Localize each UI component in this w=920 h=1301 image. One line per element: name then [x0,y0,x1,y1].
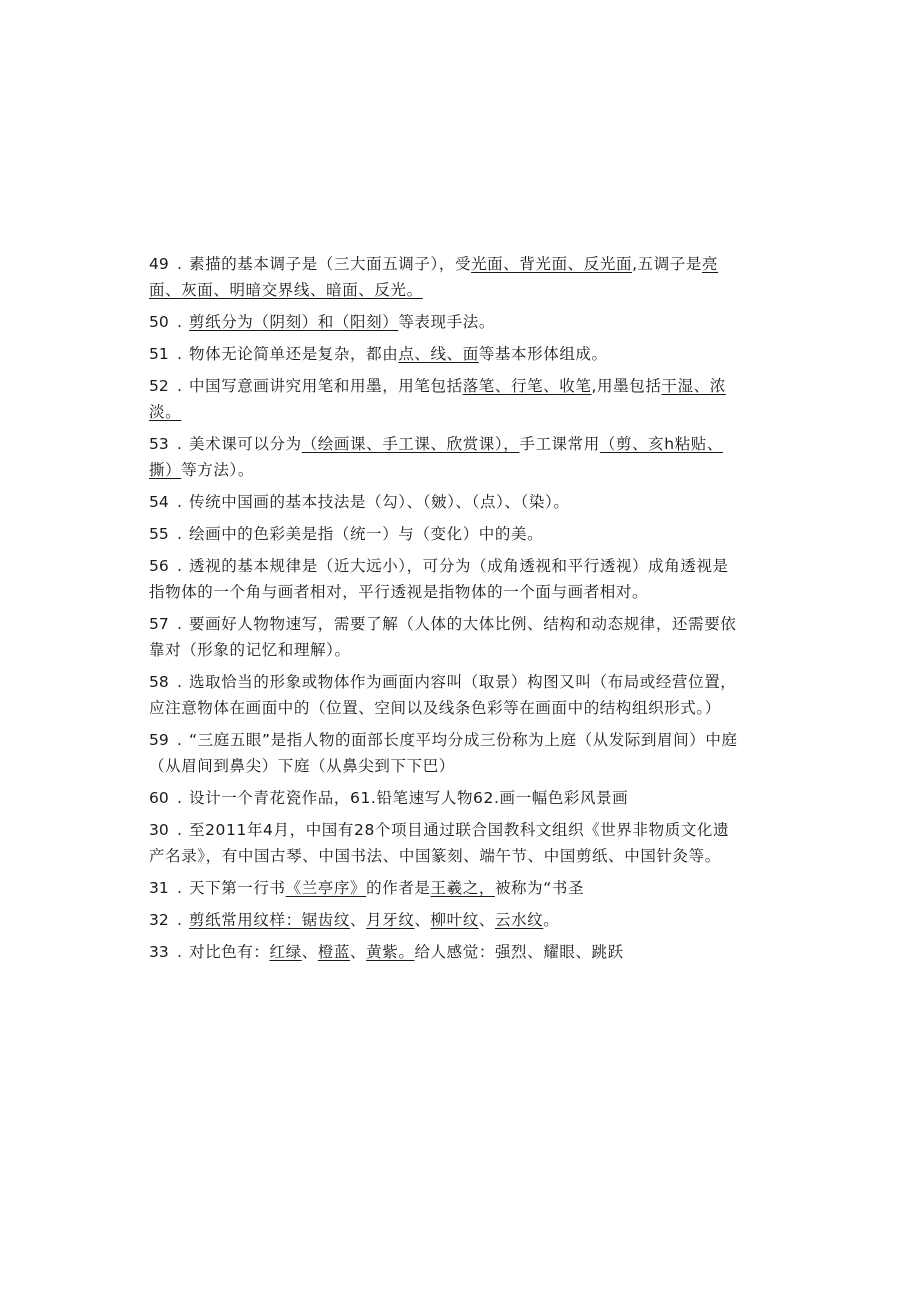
number-separator: . [177,377,183,395]
question-item [149,431,739,483]
answer-underlined: 柳叶纹 [430,911,479,929]
question-item [149,669,739,721]
number-separator: . [177,525,183,543]
question-text: 传统中国画的基本技法是（勾）、（皴）、（点）、（染）。 [189,493,570,511]
answer-underlined: 剪纸常用纹样：锯齿纹 [189,911,351,929]
question-number: 32 [149,911,169,929]
question-item [149,553,739,605]
question-text: 美术课可以分为 [189,435,302,453]
question-text: 手工课常用 [519,435,600,453]
question-item [149,939,739,965]
question-text: 给人感觉：强烈、耀眼、跳跃 [414,943,624,961]
number-separator: . [177,789,183,807]
answer-underlined: 黄紫。 [366,943,415,961]
question-item [149,875,739,901]
question-text: 绘画中的色彩美是指（统一）与（变化）中的美。 [189,525,544,543]
question-item [149,251,739,303]
answer-underlined: 红绿 [269,943,302,961]
number-separator: . [177,345,183,363]
answer-underlined: 光面、背光面、反光面 [471,255,633,273]
question-number: 31 [149,879,169,897]
answer-underlined: 点、线、面 [398,345,479,363]
question-text: 透视的基本规律是（近大远小），可分为（成角透视和平行透视）成角透视是指物体的一个角与画者相对，平行透视是指物体的一个面与画者相对。 [149,557,729,601]
question-number: 51 [149,345,169,363]
question-text: 被称为“书圣 [494,879,585,897]
question-number: 58 [149,673,169,691]
question-number: 53 [149,435,169,453]
question-text: 的作者是 [366,879,431,897]
question-text: “三庭五眼”是指人物的面部长度平均分成三份称为上庭（从发际到眉间）中庭（从眉间到鼻尖）下庭（从鼻尖到下下巴） [149,731,738,775]
question-text: 物体无论简单还是复杂，都由 [189,345,399,363]
question-text: 设计一个青花瓷作品，61.铅笔速写人物62.画一幅色彩风景画 [189,789,629,807]
question-number: 54 [149,493,169,511]
question-number: 55 [149,525,169,543]
number-separator: . [177,255,183,273]
question-list [149,251,739,971]
answer-underlined: 干湿、浓淡。 [149,377,726,421]
question-text: 至2011年4月，中国有28个项目通过联合国教科文组织《世界非物质文化遗产名录》，有中国古琴、中国书法、中国篆刻、端午节、中国剪纸、中国针灸等。 [149,821,730,865]
question-item [149,817,739,869]
question-text: 、 [414,911,431,929]
number-separator: . [177,493,183,511]
question-item [149,309,739,335]
question-number: 52 [149,377,169,395]
answer-underlined: 王羲之， [430,879,495,897]
question-item [149,907,739,933]
answer-underlined: 云水纹 [494,911,544,929]
question-item [149,341,739,367]
answer-underlined: 橙蓝 [317,943,351,961]
question-number: 30 [149,821,169,839]
question-text: 素描的基本调子是（三大面五调子），受 [189,255,472,273]
number-separator: . [177,435,183,453]
question-text: 等方法）。 [181,461,254,479]
question-text: ,五调子是 [632,255,703,273]
question-text: 等基本形体组成。 [478,345,608,363]
question-item [149,727,739,779]
question-text: 要画好人物物速写，需要了解（人体的大体比例、结构和动态规律，还需要依靠对（形象的记忆和理解）。 [149,615,737,659]
answer-underlined: 亮面、灰面、明暗交界线、暗面、反光。 [149,255,719,299]
answer-underlined: 落笔、行笔、收笔 [462,377,592,395]
question-text: 中国写意画讲究用笔和用墨，用笔包括 [189,377,463,395]
question-item [149,611,739,663]
question-text: 选取恰当的形象或物体作为画面内容叫（取景）构图又叫（布局或经营位置，应注意物体在画面中的（位置、空间以及线条色彩等在画面中的结构组织形式。） [149,673,737,717]
answer-underlined: （剪、亥h粘贴、撕） [149,435,723,479]
number-separator: . [177,879,183,897]
question-number: 56 [149,557,169,575]
question-text: 。 [543,911,560,929]
question-text: ,用墨包括 [591,377,662,395]
question-item [149,373,739,425]
question-number: 49 [149,255,169,273]
answer-underlined: 月牙纹 [366,911,415,929]
question-text: 、 [350,943,367,961]
answer-underlined: （绘画课、手工课、欣赏课）， [301,435,520,453]
question-number: 57 [149,615,169,633]
number-separator: . [177,911,183,929]
question-text: 天下第一行书 [189,879,286,897]
question-number: 33 [149,943,169,961]
question-number: 59 [149,731,169,749]
number-separator: . [177,731,183,749]
number-separator: . [177,557,183,575]
question-number: 60 [149,789,169,807]
question-item [149,785,739,811]
answer-underlined: 剪纸分为（阴刻）和（阳刻） [189,313,399,331]
number-separator: . [177,943,183,961]
question-text: 等表现手法。 [398,313,495,331]
question-number: 50 [149,313,169,331]
question-item [149,489,739,515]
number-separator: . [177,673,183,691]
question-text: 、 [478,911,495,929]
question-text: 、 [301,943,318,961]
question-item [149,521,739,547]
question-text: 对比色有： [189,943,270,961]
answer-underlined: 《兰亭序》 [285,879,367,897]
question-text: 、 [350,911,367,929]
number-separator: . [177,821,183,839]
number-separator: . [177,313,183,331]
number-separator: . [177,615,183,633]
